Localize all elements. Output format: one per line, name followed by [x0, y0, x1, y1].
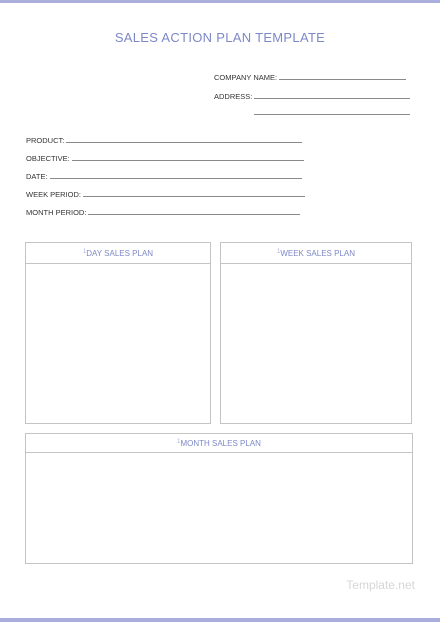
top-accent-bar [0, 0, 440, 3]
week-period-line[interactable] [83, 196, 305, 197]
month-sales-plan-box[interactable] [25, 433, 413, 564]
company-name-label: COMPANY NAME: [214, 73, 278, 82]
address-line[interactable] [254, 98, 410, 99]
template-watermark: Template.net [346, 578, 415, 592]
company-name-field[interactable] [214, 73, 406, 82]
address-label: ADDRESS: [214, 92, 253, 101]
address-field[interactable] [214, 92, 410, 101]
bottom-accent-bar [0, 618, 440, 622]
objective-field[interactable] [26, 154, 304, 163]
week-sales-plan-box[interactable] [220, 242, 412, 424]
month-period-label: MONTH PERIOD: [26, 208, 87, 217]
month-period-line[interactable] [88, 214, 300, 215]
day-sales-plan-heading [26, 243, 210, 264]
product-field[interactable] [26, 136, 302, 145]
objective-label: OBJECTIVE: [26, 154, 70, 163]
product-line[interactable] [66, 142, 302, 143]
month-plan-mark: 1 [177, 439, 181, 445]
product-label: PRODUCT: [26, 136, 65, 145]
month-period-field[interactable] [26, 208, 300, 217]
address-line-2[interactable] [254, 114, 410, 115]
month-sales-plan-heading [26, 434, 412, 453]
week-period-label: WEEK PERIOD: [26, 190, 82, 199]
day-plan-mark: 1 [82, 249, 87, 255]
date-field[interactable] [26, 172, 302, 181]
month-plan-heading-text: MONTH SALES PLAN [180, 438, 261, 448]
date-line[interactable] [50, 178, 302, 179]
day-plan-heading-text: DAY SALES PLAN [86, 248, 154, 258]
document-title: SALES ACTION PLAN TEMPLATE [114, 30, 326, 45]
week-period-field[interactable] [26, 190, 305, 199]
objective-line[interactable] [72, 160, 304, 161]
week-sales-plan-heading [221, 243, 411, 264]
company-name-line[interactable] [279, 79, 406, 80]
date-label: DATE: [26, 172, 48, 181]
week-plan-heading-text: WEEK SALES PLAN [280, 248, 356, 258]
day-sales-plan-box[interactable] [25, 242, 211, 424]
week-plan-mark: 1 [276, 249, 281, 255]
